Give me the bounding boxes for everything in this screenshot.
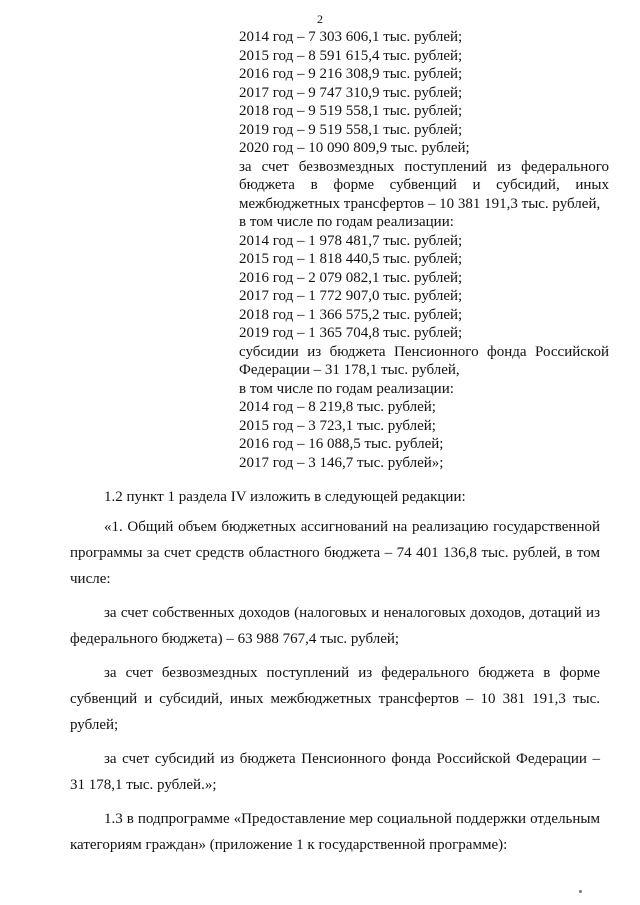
- paragraph-1-2: 1.2 пункт 1 раздела IV изложить в следующей редакции:: [104, 489, 466, 505]
- funding-line-2014: 2014 год – 7 303 606,1 тыс. рублей;: [239, 29, 463, 45]
- federal-line-2015: 2015 год – 1 818 440,5 тыс. рублей;: [239, 251, 463, 267]
- funding-line-2019: 2019 год – 9 519 558,1 тыс. рублей;: [239, 121, 463, 138]
- federal-line-2014: 2014 год – 1 978 481,7 тыс. рублей;: [239, 232, 463, 249]
- pension-line-2014: 2014 год – 8 219,8 тыс. рублей;: [239, 399, 436, 415]
- paragraph-total-volume: «1. Общий объем бюджетных ассигнований на реализацию государственной программы за счет средств областного бюджета – 74 401 136,8 тыс. рублей, в том числе:: [70, 519, 600, 587]
- pension-fund-text: субсидии из бюджета Пенсионного фонда Российской Федерации – 31 178,1 тыс. рублей,: [239, 343, 609, 378]
- funding-block: [239, 28, 609, 472]
- funding-line-2017: 2017 год – 9 747 310,9 тыс. рублей;: [239, 84, 463, 101]
- funding-line-2018: 2018 год – 9 519 558,1 тыс. рублей;: [239, 103, 463, 119]
- federal-transfers-text: за счет безвозмездных поступлений из федерального бюджета в форме субвенций и субсидий, иных межбюджетных трансфертов – 10 381 191,3 тыс. рублей,: [239, 158, 609, 212]
- federal-line-2017: 2017 год – 1 772 907,0 тыс. рублей;: [239, 288, 463, 304]
- federal-line-2019: 2019 год – 1 365 704,8 тыс. рублей;: [239, 325, 463, 341]
- paragraph-own-revenue: за счет собственных доходов (налоговых и неналоговых доходов, дотаций из федерального бюджета) – 63 988 767,4 тыс. рублей;: [70, 605, 600, 647]
- paragraph-pension-fund: за счет субсидий из бюджета Пенсионного фонда Российской Федерации – 31 178,1 тыс. рублей.»;: [70, 751, 600, 793]
- paragraph-federal-transfers: за счет безвозмездных поступлений из федерального бюджета в форме субвенций и субсидий, иных межбюджетных трансфертов – 10 381 191,3 тыс. рублей;: [70, 665, 600, 733]
- funding-line-2016: 2016 год – 9 216 308,9 тыс. рублей;: [239, 66, 463, 82]
- federal-line-2018: 2018 год – 1 366 575,2 тыс. рублей;: [239, 306, 463, 323]
- funding-line-2015: 2015 год – 8 591 615,4 тыс. рублей;: [239, 47, 463, 64]
- pension-line-2017: 2017 год – 3 146,7 тыс. рублей»;: [239, 454, 444, 471]
- main-text: [70, 484, 600, 866]
- federal-line-2016: 2016 год – 2 079 082,1 тыс. рублей;: [239, 269, 463, 286]
- pension-line-2015: 2015 год – 3 723,1 тыс. рублей;: [239, 417, 436, 434]
- pension-line-2016: 2016 год – 16 088,5 тыс. рублей;: [239, 436, 444, 452]
- page-number: 2: [317, 12, 323, 26]
- paragraph-1-3: 1.3 в подпрограмме «Предоставление мер социальной поддержки отдельным категориям граждан» (приложение 1 к государственной программе):: [70, 811, 600, 853]
- by-years-label: в том числе по годам реализации:: [239, 214, 454, 230]
- by-years-label-2: в том числе по годам реализации:: [239, 380, 454, 397]
- scan-artifact: [579, 890, 582, 893]
- funding-line-2020: 2020 год – 10 090 809,9 тыс. рублей;: [239, 140, 470, 156]
